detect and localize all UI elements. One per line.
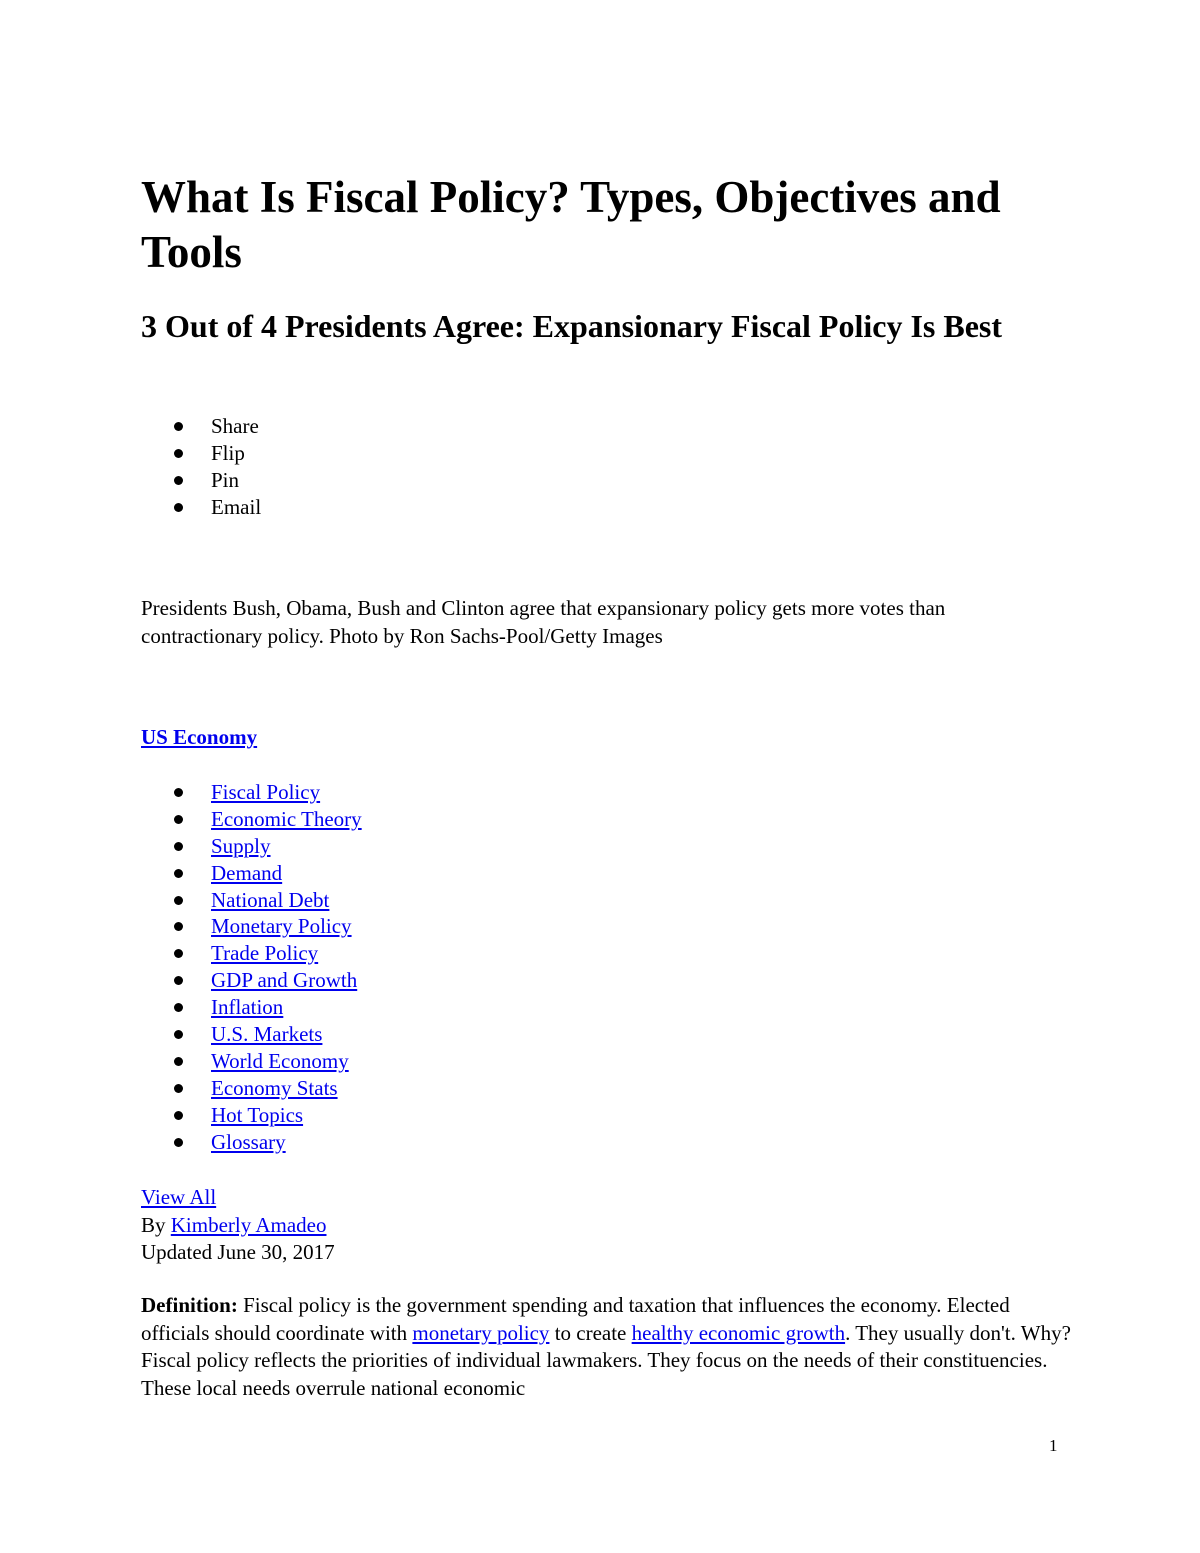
topic-link-monetary-policy[interactable]: Monetary Policy [211, 914, 352, 939]
definition-label: Definition: [141, 1293, 238, 1317]
topic-link-world-economy[interactable]: World Economy [211, 1048, 349, 1073]
bullet-icon [174, 476, 183, 485]
bullet-icon [174, 869, 183, 878]
topic-link-inflation[interactable]: Inflation [211, 995, 284, 1020]
bullet-icon [174, 1138, 183, 1147]
topic-link-us-markets[interactable]: U.S. Markets [211, 1022, 323, 1047]
list-item [141, 833, 362, 860]
list-item [141, 1129, 362, 1156]
view-all-link[interactable]: View All [141, 1185, 217, 1209]
topic-link-hot-topics[interactable]: Hot Topics [211, 1102, 304, 1127]
share-item[interactable] [141, 413, 261, 440]
bullet-icon [174, 896, 183, 905]
section-link-us-economy[interactable]: US Economy [141, 725, 258, 749]
byline-prefix: By [141, 1212, 166, 1237]
article-meta [141, 1184, 335, 1267]
article-subtitle: 3 Out of 4 Presidents Agree: Expansionary Fiscal Policy Is Best [141, 308, 1003, 344]
bullet-icon [174, 1084, 183, 1093]
list-item [141, 967, 362, 994]
list-item [141, 940, 362, 967]
topic-link-demand[interactable]: Demand [211, 860, 283, 885]
email-item[interactable] [141, 494, 261, 521]
share-item-label: Share [211, 414, 259, 438]
list-item [141, 779, 362, 806]
page-number: 1 [1049, 1436, 1058, 1455]
list-item [141, 860, 362, 887]
list-item [141, 994, 362, 1021]
pin-item[interactable] [141, 467, 261, 494]
bullet-icon [174, 449, 183, 458]
topic-link-trade-policy[interactable]: Trade Policy [211, 941, 319, 966]
topic-link-glossary[interactable]: Glossary [211, 1129, 286, 1154]
bullet-icon [174, 815, 183, 824]
updated-date: Updated June 30, 2017 [141, 1240, 335, 1264]
list-item [141, 806, 362, 833]
topic-link-supply[interactable]: Supply [211, 833, 271, 858]
author-link[interactable]: Kimberly Amadeo [170, 1212, 327, 1237]
bullet-icon [174, 422, 183, 431]
list-item [141, 1021, 362, 1048]
healthy-economic-growth-link[interactable]: healthy economic growth [631, 1320, 846, 1345]
definition-text: . They usually don't. Why? Fiscal policy reflects the priorities of individual lawmakers. They focus on the needs of their constituencies. These local needs overrule national economic [141, 1320, 1071, 1400]
list-item [141, 1075, 362, 1102]
topic-link-national-debt[interactable]: National Debt [211, 887, 330, 912]
bullet-icon [174, 842, 183, 851]
bullet-icon [174, 976, 183, 985]
bullet-icon [174, 1003, 183, 1012]
definition-text: to create [549, 1320, 632, 1345]
definition-paragraph [141, 1292, 1071, 1402]
topic-list [141, 779, 362, 1155]
topic-link-economic-theory[interactable]: Economic Theory [211, 806, 362, 831]
flip-item[interactable] [141, 440, 261, 467]
topic-link-gdp-and-growth[interactable]: GDP and Growth [211, 968, 358, 993]
bullet-icon [174, 1030, 183, 1039]
monetary-policy-link[interactable]: monetary policy [412, 1320, 550, 1345]
definition-text: Fiscal policy is the government spending and taxation that influences the economy. Elected officials should coordinate with [141, 1293, 1010, 1345]
email-item-label: Email [211, 494, 262, 519]
bullet-icon [174, 922, 183, 931]
share-list [141, 413, 261, 521]
bullet-icon [174, 788, 183, 797]
article-title: What Is Fiscal Policy? Types, Objectives and Tools [141, 172, 1001, 277]
list-item [141, 913, 362, 940]
pin-item-label: Pin [211, 467, 240, 492]
photo-caption: Presidents Bush, Obama, Bush and Clinton agree that expansionary policy gets more votes than contractionary policy. Photo by Ron Sachs-Pool/Getty Images [141, 596, 946, 648]
list-item [141, 887, 362, 914]
topic-link-fiscal-policy[interactable]: Fiscal Policy [211, 780, 321, 804]
list-item [141, 1048, 362, 1075]
flip-item-label: Flip [211, 440, 245, 465]
bullet-icon [174, 503, 183, 512]
bullet-icon [174, 1111, 183, 1120]
byline [141, 1212, 335, 1240]
topic-link-economy-stats[interactable]: Economy Stats [211, 1075, 338, 1100]
bullet-icon [174, 1057, 183, 1066]
bullet-icon [174, 949, 183, 958]
list-item [141, 1102, 362, 1129]
